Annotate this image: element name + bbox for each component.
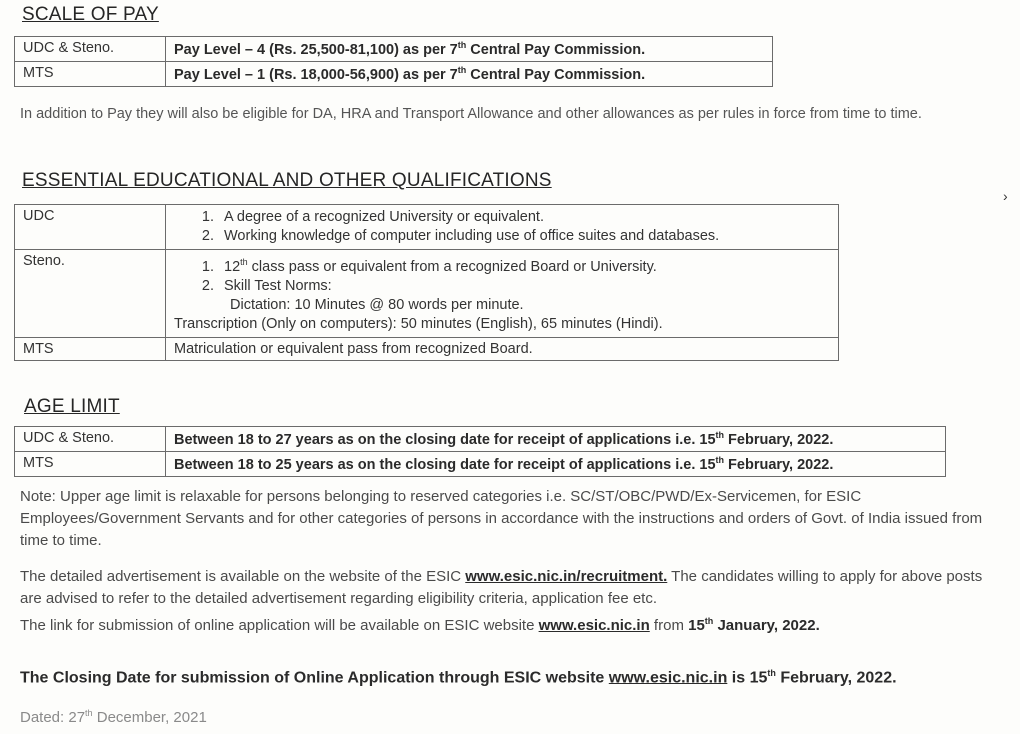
dated-line: Dated: 27th December, 2021	[20, 708, 207, 726]
age-post-cell: UDC & Steno.	[15, 427, 166, 452]
table-row	[15, 451, 946, 476]
steno-qualification-list	[174, 253, 830, 296]
qual-details-cell	[166, 250, 839, 338]
qual-post-cell: UDC	[15, 205, 166, 250]
qual-post-cell: Steno.	[15, 250, 166, 338]
table-row	[15, 205, 839, 250]
pay-post-cell: UDC & Steno.	[15, 37, 166, 62]
qualifications-heading: ESSENTIAL EDUCATIONAL AND OTHER QUALIFICATIONS	[22, 170, 552, 191]
list-item: 2. Skill Test Norms:	[218, 277, 830, 296]
table-row	[15, 250, 839, 338]
recruitment-link[interactable]: www.esic.nic.in/recruitment.	[465, 568, 668, 585]
qual-details-cell: Matriculation or equivalent pass from recognized Board.	[166, 337, 839, 360]
age-range-cell: Between 18 to 27 years as on the closing date for receipt of applications i.e. 15th February, 2022.	[166, 427, 946, 452]
age-post-cell: MTS	[15, 451, 166, 476]
esic-website-link[interactable]: www.esic.nic.in	[608, 669, 728, 687]
qual-post-cell: MTS	[15, 337, 166, 360]
qualifications-table	[14, 204, 839, 361]
age-relaxation-note: Note: Upper age limit is relaxable for persons belonging to reserved categories i.e. SC/ST/OBC/PWD/Ex-Servicemen, for ESIC Employees/Government Servants and for other categories of persons in accordance with the instructions and orders of Govt. of India issued from time to time.	[20, 488, 983, 549]
transcription-norm: Transcription (Only on computers): 50 minutes (English), 65 minutes (Hindi).	[174, 315, 663, 332]
scale-of-pay-table	[14, 36, 773, 87]
application-open-date: 15th January, 2022.	[688, 616, 820, 634]
advertisement-paragraph: The detailed advertisement is available on the website of the ESIC www.esic.nic.in/recruitment. The candidates willing to apply for above posts are advised to refer to the detailed advertisement regarding eligibility criteria, application fee etc. The link for submission of online application will be available on ESIC website www.esic.nic.in from 15th January, 2022.	[20, 568, 983, 634]
dictation-norm: Dictation: 10 Minutes @ 80 words per minute.	[230, 296, 524, 313]
scan-mark-icon: ›	[1003, 188, 1008, 204]
scale-of-pay-heading: SCALE OF PAY	[22, 4, 159, 25]
closing-date-statement: The Closing Date for submission of Online Application through ESIC website www.esic.nic.in is 15th February, 2022.	[20, 668, 897, 687]
pay-allowance-note: In addition to Pay they will also be eligible for DA, HRA and Transport Allowance and other allowances as per rules in force from time to time.	[20, 106, 922, 122]
list-item: 1. A degree of a recognized University or equivalent.	[218, 208, 830, 227]
udc-qualification-list	[174, 208, 830, 246]
pay-level-cell: Pay Level – 4 (Rs. 25,500-81,100) as per 7th Central Pay Commission.	[166, 37, 773, 62]
pay-level-cell: Pay Level – 1 (Rs. 18,000-56,900) as per 7th Central Pay Commission.	[166, 61, 773, 86]
qual-details-cell	[166, 205, 839, 250]
table-row	[15, 427, 946, 452]
age-limit-heading: AGE LIMIT	[24, 396, 120, 417]
table-row	[15, 37, 773, 62]
list-item: 1. 12th class pass or equivalent from a recognized Board or University.	[218, 253, 830, 277]
table-row	[15, 337, 839, 360]
age-range-cell: Between 18 to 25 years as on the closing date for receipt of applications i.e. 15th February, 2022.	[166, 451, 946, 476]
list-item: 2. Working knowledge of computer including use of office suites and databases.	[218, 227, 830, 246]
pay-post-cell: MTS	[15, 61, 166, 86]
esic-website-link[interactable]: www.esic.nic.in	[538, 617, 650, 634]
age-limit-table	[14, 426, 946, 477]
table-row	[15, 61, 773, 86]
